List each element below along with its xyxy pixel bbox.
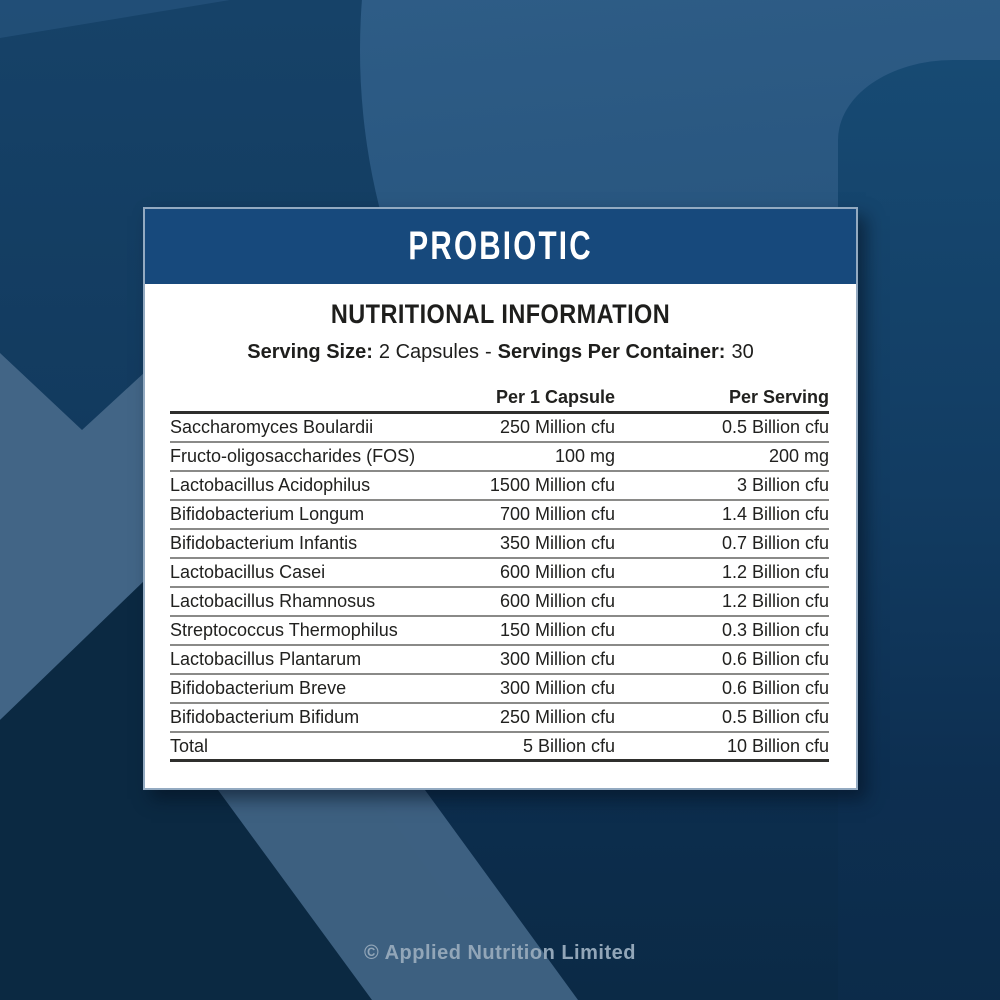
ingredient-name: Lactobacillus Casei <box>170 562 326 582</box>
per-serving-value: 0.3 Billion cfu <box>721 620 829 640</box>
per-capsule-value: 300 Million cfu <box>499 678 615 698</box>
per-capsule-value: 250 Million cfu <box>499 707 615 727</box>
serving-info-line <box>145 341 856 364</box>
per-capsule-value: 600 Million cfu <box>499 562 615 582</box>
serving-size-value: 2 Capsules <box>378 341 479 363</box>
per-capsule-value: 1500 Million cfu <box>489 475 615 495</box>
bg-dark-curve-shape <box>838 60 1000 1000</box>
ingredient-name: Lactobacillus Acidophilus <box>170 475 371 495</box>
nutritional-information-heading: NUTRITIONAL INFORMATION <box>330 299 671 329</box>
per-capsule-value: 350 Million cfu <box>499 533 615 553</box>
table-row <box>170 617 829 646</box>
ingredient-name: Lactobacillus Rhamnosus <box>170 591 376 611</box>
per-serving-value: 1.4 Billion cfu <box>721 504 829 524</box>
nutrition-panel <box>143 207 858 790</box>
per-serving-value: 0.6 Billion cfu <box>721 678 829 698</box>
per-capsule-value: 5 Billion cfu <box>522 735 615 756</box>
nutrition-table <box>170 385 829 762</box>
column-header-per-serving: Per Serving <box>728 387 829 407</box>
table-row-total <box>170 733 829 762</box>
per-serving-value: 0.5 Billion cfu <box>721 417 829 437</box>
per-capsule-value: 100 mg <box>554 446 615 466</box>
table-row <box>170 588 829 617</box>
ingredient-name: Bifidobacterium Breve <box>170 678 347 698</box>
per-capsule-value: 150 Million cfu <box>499 620 615 640</box>
per-serving-value: 0.5 Billion cfu <box>721 707 829 727</box>
table-row <box>170 414 829 443</box>
per-capsule-value: 300 Million cfu <box>499 649 615 669</box>
ingredient-name: Saccharomyces Boulardii <box>170 417 374 437</box>
per-serving-value: 3 Billion cfu <box>736 475 829 495</box>
panel-header-bar <box>145 209 856 284</box>
per-serving-value: 0.7 Billion cfu <box>721 533 829 553</box>
ingredient-name: Bifidobacterium Bifidum <box>170 707 360 727</box>
serving-separator: - <box>484 341 492 363</box>
table-row <box>170 559 829 588</box>
per-capsule-value: 250 Million cfu <box>499 417 615 437</box>
product-title: PROBIOTIC <box>408 224 593 268</box>
per-serving-value: 1.2 Billion cfu <box>721 591 829 611</box>
per-serving-value: 10 Billion cfu <box>726 735 829 756</box>
table-row <box>170 675 829 704</box>
servings-per-container-label: Servings Per Container: <box>497 341 726 363</box>
serving-size-label: Serving Size: <box>247 341 373 363</box>
ingredient-name: Lactobacillus Plantarum <box>170 649 362 669</box>
per-capsule-value: 600 Million cfu <box>499 591 615 611</box>
table-row <box>170 501 829 530</box>
panel-body <box>145 299 856 762</box>
ingredient-name: Total <box>170 735 209 756</box>
per-capsule-value: 700 Million cfu <box>499 504 615 524</box>
table-row <box>170 443 829 472</box>
table-header-row <box>170 385 829 414</box>
per-serving-value: 1.2 Billion cfu <box>721 562 829 582</box>
table-row <box>170 530 829 559</box>
ingredient-name: Streptococcus Thermophilus <box>170 620 398 640</box>
per-serving-value: 200 mg <box>768 446 829 466</box>
table-row <box>170 472 829 501</box>
copyright-text: © Applied Nutrition Limited <box>364 942 636 964</box>
ingredient-name: Fructo-oligosaccharides (FOS) <box>170 446 416 466</box>
column-header-per-capsule: Per 1 Capsule <box>495 387 615 407</box>
table-row <box>170 646 829 675</box>
per-serving-value: 0.6 Billion cfu <box>721 649 829 669</box>
ingredient-name: Bifidobacterium Longum <box>170 504 365 524</box>
servings-per-container-value: 30 <box>731 341 754 363</box>
ingredient-name: Bifidobacterium Infantis <box>170 533 358 553</box>
table-row <box>170 704 829 733</box>
